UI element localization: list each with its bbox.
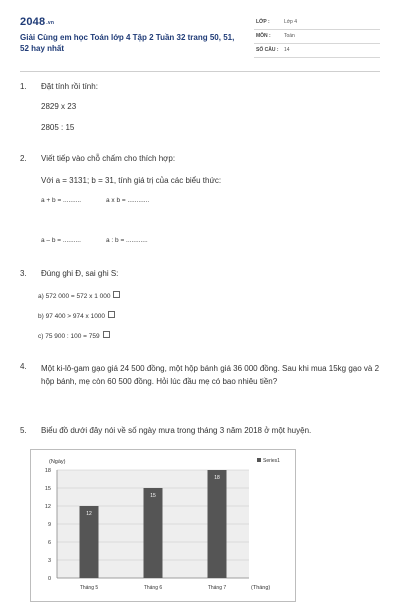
question-number: 1.: [20, 82, 27, 91]
legend-label: Series1: [263, 458, 280, 464]
question-text: Đặt tính rồi tính:: [41, 82, 98, 91]
bar-value-label: 12: [86, 511, 92, 517]
q1-line-2: 2805 : 15: [41, 123, 75, 132]
bar-value-label: 15: [150, 493, 156, 499]
meta-key: MÔN :: [256, 33, 271, 39]
rainfall-bar-chart: [30, 449, 296, 602]
logo-suffix: .vn: [46, 20, 55, 26]
x-tick-label: Tháng 7: [207, 585, 227, 591]
legend-swatch: [257, 458, 261, 462]
q3-statement: c) 75 900 : 100 = 759: [38, 333, 100, 340]
y-tick-label: 12: [44, 504, 51, 510]
q3-statement: a) 572 000 = 572 x 1 000: [38, 293, 111, 300]
bar-value-label: 18: [214, 475, 220, 481]
answer-checkbox[interactable]: [113, 291, 120, 298]
question-text: Viết tiếp vào chỗ chấm cho thích hợp:: [41, 154, 176, 163]
question-number: 4.: [20, 362, 27, 371]
x-tick-label: Tháng 5: [79, 585, 99, 591]
q2-blank-product: a x b = ............: [106, 197, 150, 204]
y-tick-label: 6: [47, 540, 51, 546]
meta-key: LỚP :: [256, 19, 270, 25]
meta-value: 14: [284, 47, 290, 53]
meta-row-count: [254, 44, 380, 58]
question-number: 5.: [20, 426, 27, 435]
question-text: Một ki-lô-gam gạo giá 24 500 đồng, một hộp bánh giá 36 000 đồng. Sau khi mua 15kg gạo và 2 hộp bánh, mẹ còn 60 500 đồng. Hỏi lúc đầu mẹ có bao nhiêu tiền?: [41, 364, 380, 386]
site-logo[interactable]: [20, 16, 54, 28]
y-tick-label: 15: [44, 486, 51, 492]
q2-blank-diff: a – b = ..........: [41, 237, 81, 244]
x-tick-label: Tháng 6: [143, 585, 163, 591]
chart-svg: [31, 450, 295, 601]
logo-text: 2048: [20, 16, 46, 28]
page-title: Giải Cùng em học Toán lớp 4 Tập 2 Tuần 32 trang 50, 51, 52 hay nhất: [20, 33, 235, 53]
q2-subtext: Với a = 3131; b = 31, tính giá trị của các biểu thức:: [41, 176, 222, 185]
question-text: Đúng ghi Đ, sai ghi S:: [41, 269, 119, 278]
y-tick-label: 18: [44, 468, 51, 474]
meta-key: SỐ CÂU :: [256, 47, 279, 53]
meta-row-subject: [254, 30, 380, 44]
q1-line-1: 2829 x 23: [41, 102, 77, 111]
q3-statement: b) 97 400 > 974 x 1000: [38, 313, 106, 320]
meta-value: Lớp 4: [284, 19, 298, 25]
bar: [144, 488, 163, 578]
answer-checkbox[interactable]: [103, 331, 110, 338]
bar: [208, 470, 227, 578]
question-number: 2.: [20, 154, 27, 163]
meta-table: [254, 16, 380, 58]
meta-row-grade: [254, 16, 380, 30]
q3-item-b: [38, 311, 115, 320]
q2-blank-sum: a + b = ..........: [41, 197, 82, 204]
y-tick-label: 9: [47, 522, 51, 528]
q3-item-c: [38, 331, 110, 340]
question-number: 3.: [20, 269, 27, 278]
y-axis-label: (Ngày): [49, 459, 66, 465]
answer-checkbox[interactable]: [108, 311, 115, 318]
header-divider: [20, 71, 380, 72]
x-axis-label: (Tháng): [251, 585, 271, 591]
question-text: Biểu đồ dưới đây nói về số ngày mưa trong tháng 3 năm 2018 ở một huyện.: [41, 426, 312, 435]
y-tick-label: 0: [47, 576, 51, 582]
meta-value: Toán: [284, 33, 295, 39]
q2-blank-quotient: a : b = ............: [106, 237, 148, 244]
q3-item-a: [38, 291, 120, 300]
y-tick-label: 3: [47, 558, 51, 564]
